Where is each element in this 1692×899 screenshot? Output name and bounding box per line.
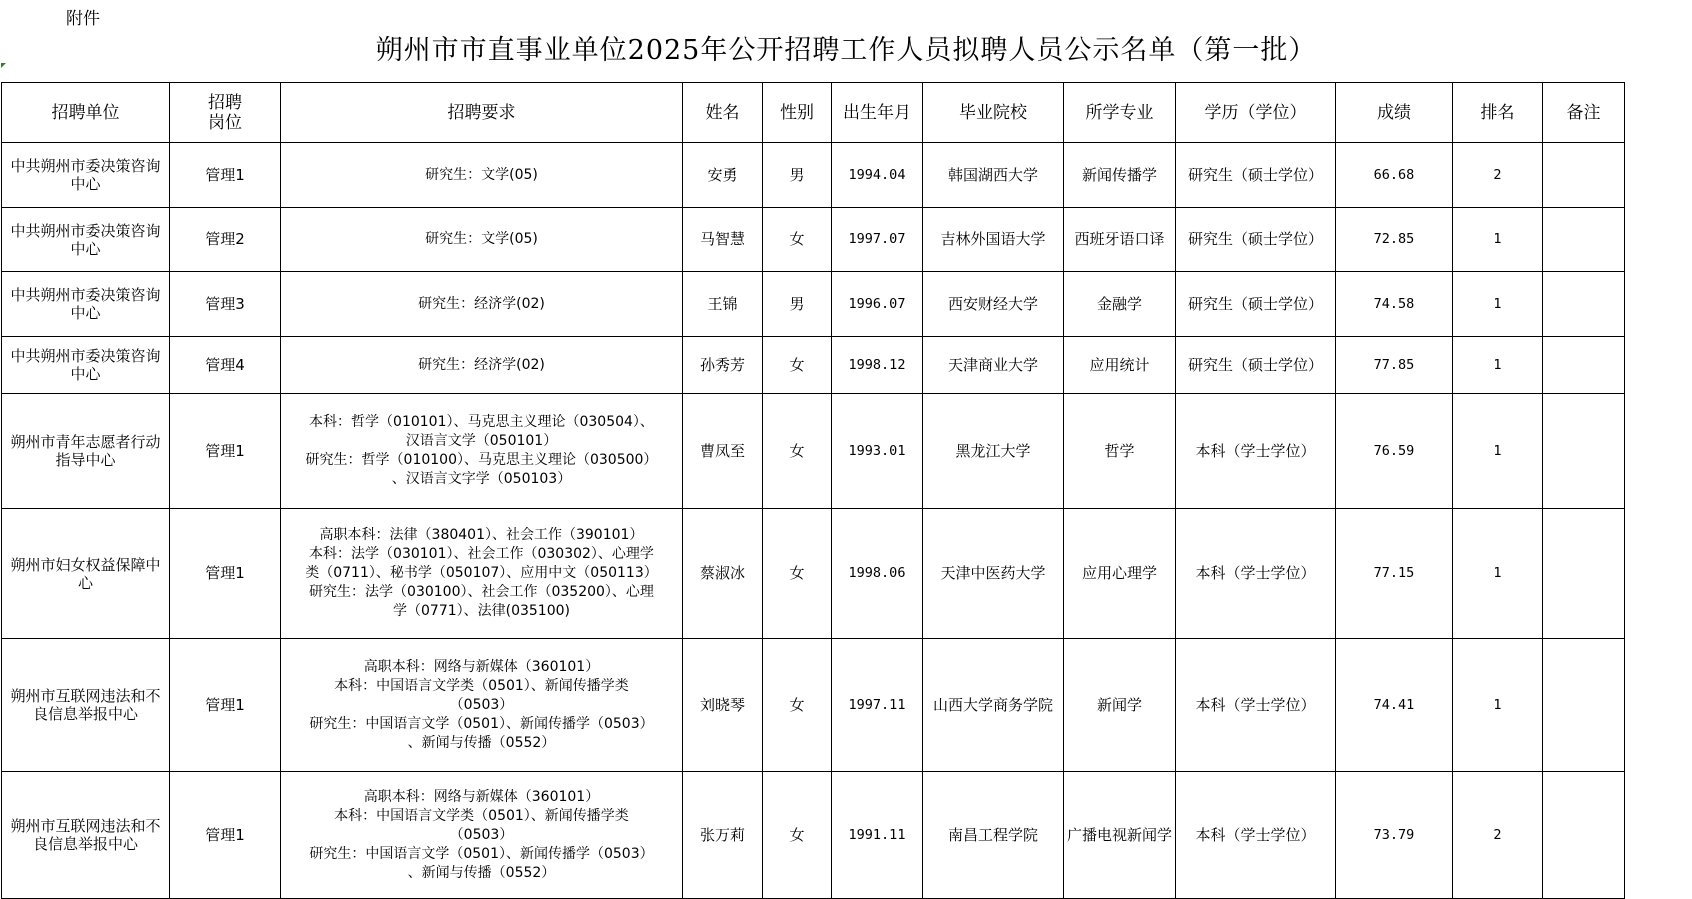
cell-school: 黑龙江大学 (923, 394, 1064, 509)
cell-requirement (281, 639, 683, 772)
header-score: 成绩 (1336, 83, 1453, 143)
header-note: 备注 (1543, 83, 1625, 143)
requirement-line: 类（0711）、秘书学（050107）、应用中文（050113） (305, 565, 658, 581)
cell-position: 管理4 (170, 337, 281, 394)
cell-gender: 女 (763, 772, 832, 899)
requirement-line: 本科：哲学（010101）、马克思主义理论（030504）、 (309, 414, 654, 430)
requirement-line: 本科：法学（030101）、社会工作（030302）、心理学 (309, 546, 654, 562)
header-gender: 性别 (763, 83, 832, 143)
cell-note (1543, 394, 1625, 509)
table-header-row (2, 83, 1625, 143)
cell-gender: 女 (763, 639, 832, 772)
cell-note (1543, 208, 1625, 272)
requirement-line: 高职本科：网络与新媒体（360101） (363, 658, 600, 675)
cell-birth: 1996.07 (832, 272, 923, 337)
cell-rank: 1 (1453, 639, 1543, 772)
cell-requirement (281, 337, 683, 394)
requirement-line: 研究生：经济学(02) (418, 295, 545, 312)
cell-degree: 本科（学士学位） (1176, 509, 1336, 639)
header-school: 毕业院校 (923, 83, 1064, 143)
cell-note (1543, 143, 1625, 208)
attachment-label: 附件 (66, 9, 100, 29)
cell-score: 74.41 (1336, 639, 1453, 772)
cell-unit: 朔州市互联网违法和不良信息举报中心 (2, 772, 170, 899)
page-title: 朔州市市直事业单位2025年公开招聘工作人员拟聘人员公示名单（第一批） (375, 35, 1317, 66)
requirement-line: 、汉语言文字学（050103） (391, 471, 572, 487)
cell-score: 66.68 (1336, 143, 1453, 208)
cell-birth: 1997.07 (832, 208, 923, 272)
cell-school: 天津中医药大学 (923, 509, 1064, 639)
cell-rank: 1 (1453, 509, 1543, 639)
table-row (2, 208, 1625, 272)
requirement-line: 研究生：中国语言文学（0501）、新闻传播学（0503） (309, 715, 654, 732)
cell-rank: 1 (1453, 337, 1543, 394)
cell-score: 74.58 (1336, 272, 1453, 337)
cell-score: 77.85 (1336, 337, 1453, 394)
cell-unit: 朔州市青年志愿者行动指导中心 (2, 394, 170, 509)
cell-degree: 研究生（硕士学位） (1176, 143, 1336, 208)
cell-name: 曹凤至 (683, 394, 763, 509)
table-row (2, 772, 1625, 899)
cell-school: 吉林外国语大学 (923, 208, 1064, 272)
requirement-line: 汉语言文学（050101） (405, 433, 558, 449)
table-row (2, 143, 1625, 208)
cell-score: 77.15 (1336, 509, 1453, 639)
cell-note (1543, 509, 1625, 639)
cell-birth: 1994.04 (832, 143, 923, 208)
table-row (2, 272, 1625, 337)
cell-rank: 1 (1453, 272, 1543, 337)
cell-unit: 朔州市互联网违法和不良信息举报中心 (2, 639, 170, 772)
cell-unit: 中共朔州市委决策咨询中心 (2, 272, 170, 337)
cell-score: 76.59 (1336, 394, 1453, 509)
cell-major: 应用统计 (1064, 337, 1176, 394)
cell-requirement (281, 509, 683, 639)
header-rank: 排名 (1453, 83, 1543, 143)
cell-position: 管理1 (170, 143, 281, 208)
cell-school: 山西大学商务学院 (923, 639, 1064, 772)
cell-major: 新闻传播学 (1064, 143, 1176, 208)
cell-note (1543, 272, 1625, 337)
cell-school: 天津商业大学 (923, 337, 1064, 394)
candidate-table (1, 82, 1625, 899)
header-degree: 学历（学位） (1176, 83, 1336, 143)
header-birth: 出生年月 (832, 83, 923, 143)
cell-birth: 1991.11 (832, 772, 923, 899)
cell-major: 应用心理学 (1064, 509, 1176, 639)
requirement-line: 、新闻与传播（0552） (407, 864, 556, 881)
requirement-line: 研究生：中国语言文学（0501）、新闻传播学（0503） (309, 845, 654, 862)
cell-birth: 1997.11 (832, 639, 923, 772)
cell-name: 孙秀芳 (683, 337, 763, 394)
requirement-line: 研究生：文学(05) (425, 231, 538, 247)
cell-position: 管理1 (170, 509, 281, 639)
cell-position: 管理1 (170, 772, 281, 899)
cell-gender: 女 (763, 394, 832, 509)
cell-requirement (281, 772, 683, 899)
cell-score: 73.79 (1336, 772, 1453, 899)
cell-position: 管理3 (170, 272, 281, 337)
cell-major: 哲学 (1064, 394, 1176, 509)
cell-school: 南昌工程学院 (923, 772, 1064, 899)
table-row (2, 639, 1625, 772)
header-requirement: 招聘要求 (281, 83, 683, 143)
requirement-line: 本科：中国语言文学类（0501）、新闻传播学类 (334, 677, 629, 694)
cell-birth: 1998.06 (832, 509, 923, 639)
cell-score: 72.85 (1336, 208, 1453, 272)
cell-major: 新闻学 (1064, 639, 1176, 772)
table-row (2, 337, 1625, 394)
cell-note (1543, 337, 1625, 394)
requirement-line: 高职本科：网络与新媒体（360101） (363, 788, 600, 805)
cell-school: 西安财经大学 (923, 272, 1064, 337)
requirement-line: 研究生：哲学（010100）、马克思主义理论（030500） (305, 452, 658, 468)
requirement-line: 研究生：经济学(02) (418, 356, 545, 373)
cell-gender: 女 (763, 208, 832, 272)
cell-rank: 2 (1453, 143, 1543, 208)
requirement-line: 本科：中国语言文学类（0501）、新闻传播学类 (334, 807, 629, 824)
cell-major: 金融学 (1064, 272, 1176, 337)
cell-degree: 研究生（硕士学位） (1176, 208, 1336, 272)
requirement-line: 研究生：文学(05) (425, 166, 538, 183)
cell-unit: 朔州市妇女权益保障中心 (2, 509, 170, 639)
cell-requirement (281, 394, 683, 509)
cell-name: 王锦 (683, 272, 763, 337)
cell-degree: 本科（学士学位） (1176, 639, 1336, 772)
requirement-line: （0503） (449, 696, 514, 713)
cell-birth: 1993.01 (832, 394, 923, 509)
cell-rank: 2 (1453, 772, 1543, 899)
cell-unit: 中共朔州市委决策咨询中心 (2, 208, 170, 272)
cell-unit: 中共朔州市委决策咨询中心 (2, 143, 170, 208)
cell-note (1543, 772, 1625, 899)
cell-degree: 研究生（硕士学位） (1176, 337, 1336, 394)
cell-school: 韩国湖西大学 (923, 143, 1064, 208)
header-major: 所学专业 (1064, 83, 1176, 143)
cell-requirement (281, 208, 683, 272)
cell-gender: 男 (763, 143, 832, 208)
cell-corner-marker (1, 63, 6, 68)
cell-rank: 1 (1453, 208, 1543, 272)
requirement-line: 学（0771）、法律(035100) (393, 603, 570, 619)
cell-degree: 本科（学士学位） (1176, 772, 1336, 899)
cell-degree: 本科（学士学位） (1176, 394, 1336, 509)
cell-name: 张万莉 (683, 772, 763, 899)
cell-unit: 中共朔州市委决策咨询中心 (2, 337, 170, 394)
requirement-line: 研究生：法学（030100）、社会工作（035200）、心理 (309, 584, 654, 600)
requirement-line: 、新闻与传播（0552） (407, 734, 556, 751)
cell-gender: 女 (763, 337, 832, 394)
table-row (2, 394, 1625, 509)
cell-gender: 女 (763, 509, 832, 639)
cell-position: 管理1 (170, 639, 281, 772)
cell-position: 管理1 (170, 394, 281, 509)
cell-name: 蔡淑冰 (683, 509, 763, 639)
cell-position: 管理2 (170, 208, 281, 272)
cell-gender: 男 (763, 272, 832, 337)
header-name: 姓名 (683, 83, 763, 143)
cell-note (1543, 639, 1625, 772)
header-unit: 招聘单位 (2, 83, 170, 143)
cell-rank: 1 (1453, 394, 1543, 509)
table-row (2, 509, 1625, 639)
cell-name: 安勇 (683, 143, 763, 208)
cell-name: 马智慧 (683, 208, 763, 272)
cell-major: 广播电视新闻学 (1064, 772, 1176, 899)
cell-degree: 研究生（硕士学位） (1176, 272, 1336, 337)
cell-name: 刘晓琴 (683, 639, 763, 772)
cell-birth: 1998.12 (832, 337, 923, 394)
requirement-line: 高职本科：法律（380401）、社会工作（390101） (319, 527, 644, 543)
cell-requirement (281, 143, 683, 208)
cell-requirement (281, 272, 683, 337)
requirement-line: （0503） (449, 826, 514, 843)
cell-major: 西班牙语口译 (1064, 208, 1176, 272)
header-position: 招聘 岗位 (170, 83, 281, 143)
